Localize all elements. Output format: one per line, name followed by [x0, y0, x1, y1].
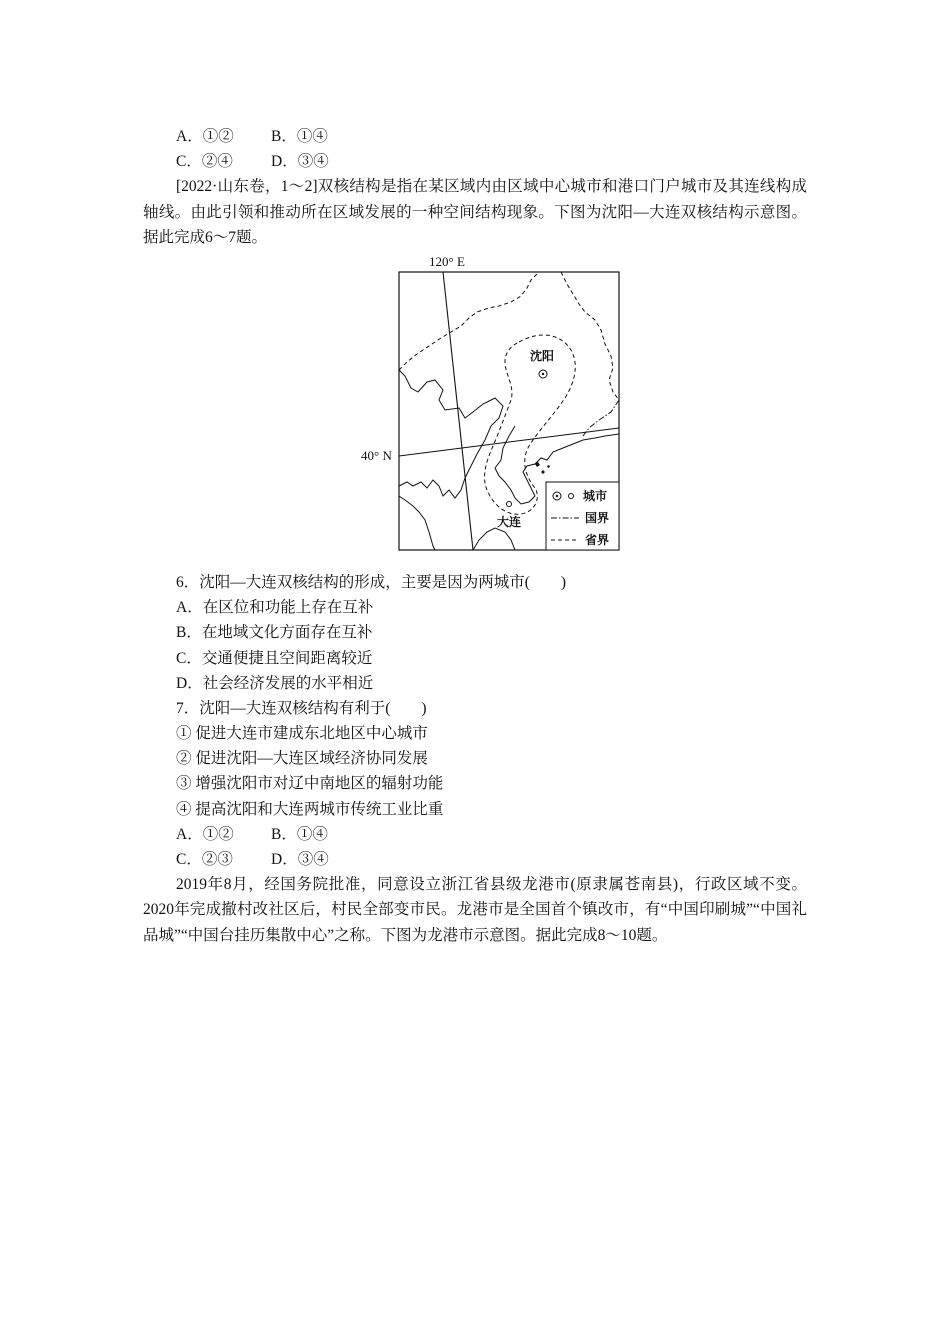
- q7-option-d[interactable]: D．③④: [271, 851, 329, 869]
- latitude-label: 40° N: [361, 447, 392, 463]
- q7-item-3: ③ 增强沈阳市对辽中南地区的辐射功能: [176, 775, 444, 793]
- q6-stem: 6．沈阳—大连双核结构的形成，主要是因为两城市( ): [176, 573, 567, 591]
- q5-options-row2: [143, 149, 807, 174]
- q6-option-a[interactable]: A．在区位和功能上存在互补: [176, 599, 374, 617]
- q6-option-b[interactable]: B．在地域文化方面存在互补: [176, 624, 373, 642]
- longitude-line: [443, 272, 473, 550]
- q7-option-c[interactable]: C．②③: [176, 851, 233, 869]
- dalian-label: 大连: [497, 514, 522, 529]
- longitude-label: 120° E: [429, 253, 465, 269]
- q5-option-c[interactable]: C．②④: [176, 153, 233, 171]
- q6-option-d[interactable]: D．社会经济发展的水平相近: [176, 674, 374, 692]
- coastline-west: [399, 370, 503, 498]
- dalian-symbol: [507, 501, 512, 506]
- coastline-south: [473, 528, 515, 550]
- q7-item-2: ② 促进沈阳—大连区域经济协同发展: [176, 750, 428, 768]
- q7-options-row1: [143, 822, 807, 847]
- exam-page: [143, 124, 807, 948]
- shenyang-dalian-map: [143, 250, 807, 570]
- q7-option-a[interactable]: A．①②: [176, 825, 234, 843]
- intro-8-10: 2019年8月，经国务院批准，同意设立浙江省县级龙港市(原隶属苍南县)，行政区域不变。2020年完成撤村改社区后，村民全部变市民。龙港市是全国首个镇改市，有“中国印刷城”“中国礼品城”“中国台挂历集散中心”之称。下图为龙港市示意图。据此完成8～10题。: [143, 876, 807, 944]
- islands: [535, 462, 550, 474]
- q5-option-d[interactable]: D．③④: [271, 153, 329, 171]
- q7-item-4: ④ 提高沈阳和大连两城市传统工业比重: [176, 800, 444, 818]
- legend-provincial-border-label: 省界: [585, 532, 610, 547]
- q7-options-row2: [143, 847, 807, 872]
- q7-option-b[interactable]: B．①④: [271, 825, 328, 843]
- intro-6-7: [2022·山东卷，1～2]双核结构是指在某区域内由区域中心城市和港口门户城市及其连线构成轴线。由此引领和推动所在区域发展的一种空间结构现象。下图为沈阳—大连双核结构示意图。据此完成6～7题。: [143, 178, 807, 246]
- provincial-border-north: [399, 274, 537, 370]
- q5-options-row1: [143, 124, 807, 149]
- q7-stem: 7．沈阳—大连双核结构有利于( ): [176, 699, 427, 717]
- coastline-southwest: [399, 496, 435, 550]
- q5-option-a[interactable]: A．①②: [176, 128, 234, 145]
- q6-option-c[interactable]: C．交通便捷且空间距离较近: [176, 649, 373, 667]
- shenyang-label: 沈阳: [530, 348, 555, 363]
- map-svg: [143, 250, 807, 570]
- provincial-border-east: [561, 272, 619, 400]
- legend-national-border-label: 国界: [585, 510, 610, 525]
- q5-option-b[interactable]: B．①④: [271, 128, 328, 145]
- q7-item-1: ① 促进大连市建成东北地区中心城市: [176, 725, 428, 743]
- legend-city-label: 城市: [583, 488, 608, 503]
